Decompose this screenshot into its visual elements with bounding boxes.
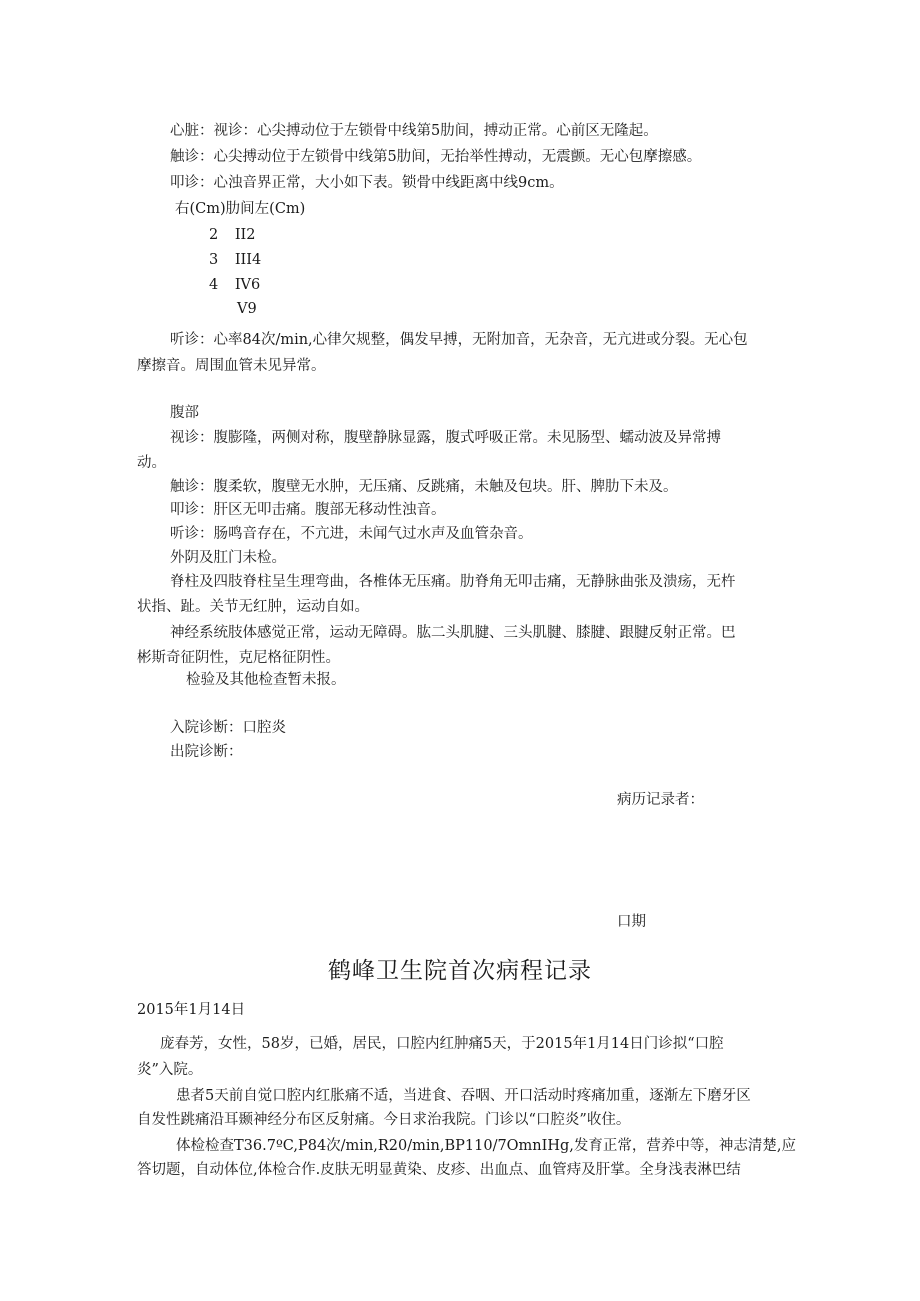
heart-palpation: 触诊：心尖搏动位于左锁骨中线第5肋间，无抬举性搏动，无震颤。无心包摩擦感。 [170,149,702,165]
patient-summary-cont: 炎”入院。 [137,1062,203,1078]
heart-inspection: 心脏：视诊：心尖搏动位于左锁骨中线第5肋间，搏动正常。心前区无隆起。 [170,123,658,139]
abdomen-percussion: 叩诊：肝区无叩击痛。腹部无移动性浊音。 [170,502,446,518]
history-of-illness-cont: 自发性跳痛沿耳颞神经分布区反射痛。今日求治我院。门诊以“口腔炎”收住。 [137,1112,631,1128]
abdomen-heading: 腹部 [170,405,199,421]
lab-results: 检验及其他检查暂未报。 [186,672,346,688]
abdomen-auscultation: 听诊：肠鸣音存在，不亢进，未闻气过水声及血管杂音。 [170,526,533,542]
course-record-date: 2015年1月14日 [137,1002,246,1018]
heart-auscultation-cont: 摩擦音。周围血管未见异常。 [137,358,326,374]
history-of-illness: 患者5天前自觉口腔内红胀痛不适，当进食、吞咽、开口活动时疼痛加重，逐渐左下磨牙区 [176,1088,751,1104]
heart-border-table-row: 2 II2 [209,227,256,243]
course-record-title: 鹤峰卫生院首次病程记录 [328,958,592,984]
heart-auscultation: 听诊：心率84次/min,心律欠规整，偶发早搏，无附加音，无杂音，无亢进或分裂。无心包 [170,332,748,348]
neuro-exam: 神经系统肢体感觉正常，运动无障碍。肱二头肌腱、三头肌腱、膝腱、跟腱反射正常。巴 [170,625,736,641]
heart-border-table-row: 3 III4 [209,252,262,268]
genital-exam: 外阴及肛门未检。 [170,550,286,566]
physical-exam-cont: 答切题，自动体位,体检合作.皮肤无明显黄染、皮疹、出血点、血管痔及肝掌。全身浅表淋巴结 [137,1162,741,1178]
physical-exam: 体检检查T36.7ºC,P84次/min,R20/min,BP110/7OmnIHg,发育正常，营养中等，神志清楚,应 [176,1138,797,1154]
abdomen-inspection-cont: 动。 [137,455,166,471]
admission-diagnosis: 入院诊断：口腔炎 [170,720,286,736]
patient-summary: 庞春芳，女性，58岁，已婚，居民，口腔内红肿痛5天，于2015年1月14日门诊拟“口腔 [160,1036,724,1052]
heart-border-table-header: 右(Cm)肋间左(Cm) [175,201,306,217]
neuro-exam-cont: 彬斯奇征阴性，克尼格征阴性。 [137,650,340,666]
recorder-label: 病历记录者： [617,792,704,808]
abdomen-inspection: 视诊：腹膨隆，两侧对称，腹壁静脉显露，腹式呼吸正常。未见肠型、蠕动波及异常搏 [170,430,721,446]
spine-exam-cont: 状指、趾。关节无红肿，运动自如。 [137,599,369,615]
discharge-diagnosis: 出院诊断： [170,744,243,760]
heart-percussion: 叩诊：心浊音界正常，大小如下表。锁骨中线距离中线9cm。 [170,175,564,191]
date-label: 口期 [617,914,646,930]
heart-border-table-row: V9 [237,301,257,317]
spine-exam: 脊柱及四肢脊柱呈生理弯曲，各椎体无压痛。肋脊角无叩击痛，无静脉曲张及溃疡，无杵 [170,574,736,590]
abdomen-palpation: 触诊：腹柔软，腹壁无水肿，无压痛、反跳痛，未触及包块。肝、脾肋下未及。 [170,479,678,495]
heart-border-table-row: 4 IV6 [209,277,261,293]
